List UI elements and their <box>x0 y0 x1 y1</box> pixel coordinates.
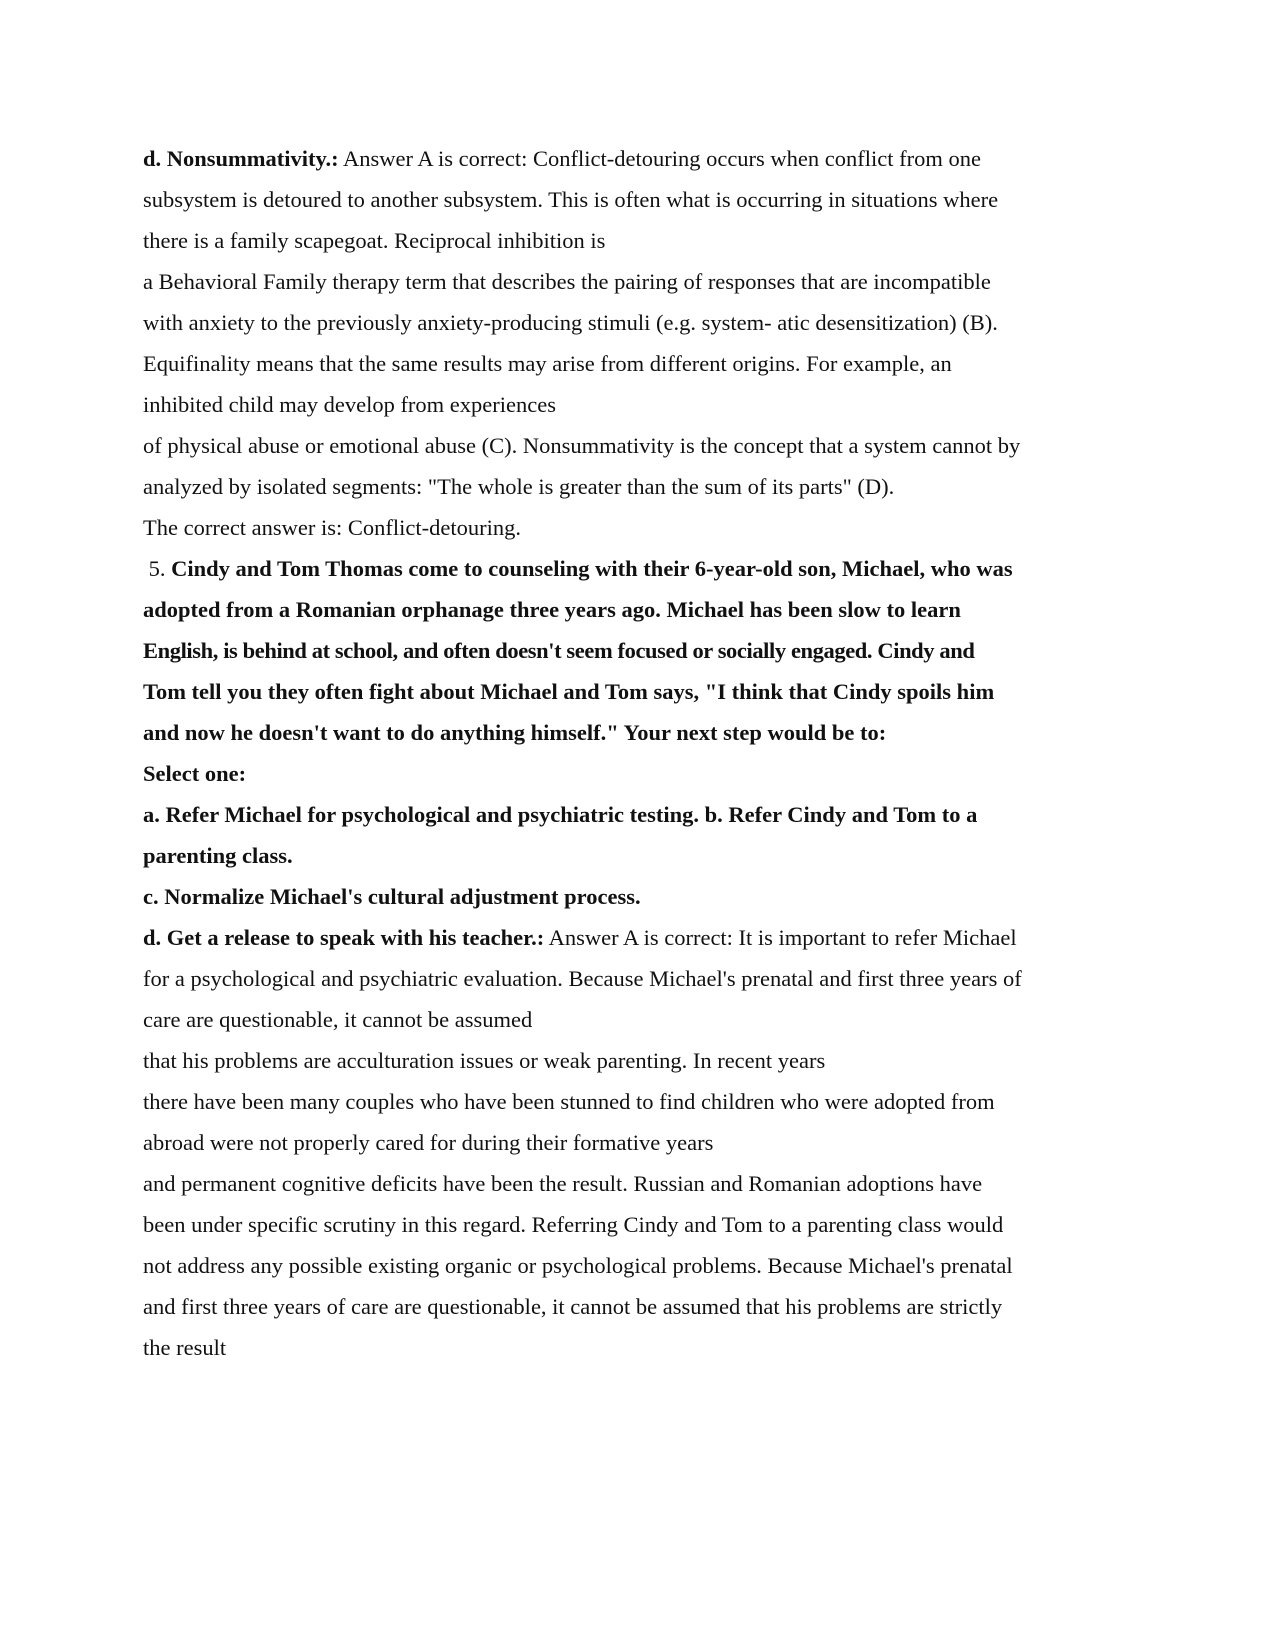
prev-explanation-line: of physical abuse or emotional abuse (C). Nonsummativity is the concept that a system cannot by <box>143 433 1021 458</box>
option-d-label: d. Get a release to speak with his teacher.: <box>143 925 545 950</box>
explanation-line: and first three years of care are questionable, it cannot be assumed that his problems are strictly <box>143 1294 1003 1319</box>
option-d-line <box>143 917 1103 958</box>
prev-explanation-text: Answer A is correct: Conflict-detouring occurs when conflict from one <box>338 146 981 171</box>
question-5-stem-line: and now he doesn't want to do anything himself." Your next step would be to: <box>143 720 887 745</box>
select-one-prompt: Select one: <box>143 761 247 786</box>
explanation-line: care are questionable, it cannot be assumed <box>143 1007 533 1032</box>
explanation-text: Answer A is correct: It is important to refer Michael <box>544 925 1017 950</box>
explanation-line: for a psychological and psychiatric evaluation. Because Michael's prenatal and first three years of <box>143 966 1022 991</box>
prev-option-d-label: d. Nonsummativity.: <box>143 146 339 171</box>
question-number: 5. <box>143 556 172 581</box>
question-5-stem-line: English, is behind at school, and often doesn't seem focused or socially engaged. Cindy and <box>143 638 975 663</box>
option-b-continued: parenting class. <box>143 843 293 868</box>
prev-explanation-line: subsystem is detoured to another subsystem. This is often what is occurring in situations where <box>143 187 999 212</box>
explanation-line: there have been many couples who have been stunned to find children who were adopted from <box>143 1089 995 1114</box>
document-page <box>143 138 1103 1368</box>
explanation-line: the result <box>143 1335 227 1360</box>
explanation-line: that his problems are acculturation issues or weak parenting. In recent years <box>143 1048 826 1073</box>
prev-explanation-line: with anxiety to the previously anxiety-producing stimuli (e.g. system- atic desensitization) (B). <box>143 310 998 335</box>
prev-option-d-line <box>143 138 1103 179</box>
prev-correct-answer: The correct answer is: Conflict-detouring. <box>143 515 521 540</box>
explanation-line: abroad were not properly cared for during their formative years <box>143 1130 714 1155</box>
option-a-b: a. Refer Michael for psychological and psychiatric testing. b. Refer Cindy and Tom to a <box>143 802 978 827</box>
prev-explanation-line: analyzed by isolated segments: "The whole is greater than the sum of its parts" (D). <box>143 474 895 499</box>
prev-explanation-line: a Behavioral Family therapy term that describes the pairing of responses that are incompatible <box>143 269 991 294</box>
question-5-stem-line: Tom tell you they often fight about Michael and Tom says, "I think that Cindy spoils him <box>143 679 995 704</box>
explanation-line: not address any possible existing organic or psychological problems. Because Michael's prenatal <box>143 1253 1013 1278</box>
prev-explanation-line: inhibited child may develop from experiences <box>143 392 556 417</box>
prev-explanation-line: there is a family scapegoat. Reciprocal inhibition is <box>143 228 606 253</box>
explanation-line: been under specific scrutiny in this regard. Referring Cindy and Tom to a parenting class would <box>143 1212 1004 1237</box>
explanation-line: and permanent cognitive deficits have been the result. Russian and Romanian adoptions have <box>143 1171 983 1196</box>
question-5-stem-line: adopted from a Romanian orphanage three years ago. Michael has been slow to learn <box>143 597 961 622</box>
option-c: c. Normalize Michael's cultural adjustment process. <box>143 884 641 909</box>
question-stem-text: Cindy and Tom Thomas come to counseling with their 6-year-old son, Michael, who was <box>171 556 1013 581</box>
question-5-stem-line <box>143 548 1103 589</box>
prev-explanation-line: Equifinality means that the same results may arise from different origins. For example, an <box>143 351 952 376</box>
